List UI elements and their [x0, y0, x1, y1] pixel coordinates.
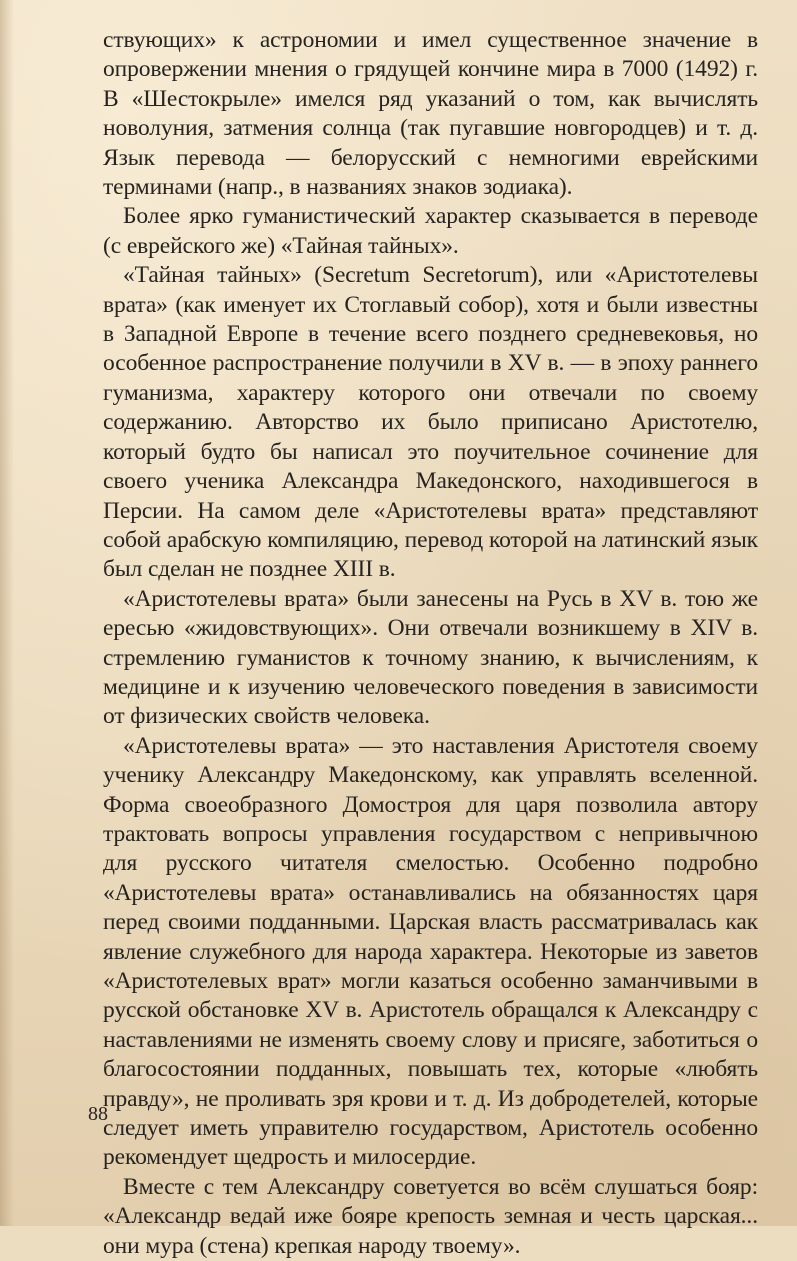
paragraph: «Аристотелевы врата» — это наставления Аристотеля своему ученику Александру Македонскому, как управлять вселенной. Форма своеобразного Домостроя для царя позволила автору трактовать вопросы управления государством с непривычною для русского читателя смелостью. Особенно подробно «Аристотелевы врата» останавливались на обязанностях царя перед своими подданными. Царская власть рассматривалась как явление служебного для народа характера. Некоторые из заветов «Аристотелевых врат» могли казаться особенно заманчивыми в русской обстановке XV в. Аристотель обращался к Александру с наставлениями не изменять своему слову и присяге, заботиться о благосостоянии подданных, повышать тех, которые «любять правду», не проливать зря крови и т. д. Из добродетелей, которые следует иметь управителю государством, Аристотель особенно рекомендует щедрость и милосердие. — [103, 732, 758, 1171]
paragraph: Более ярко гуманистический характер сказывается в переводе (с еврейского же) «Тайная тайных». — [103, 203, 758, 259]
paragraph: «Аристотелевы врата» были занесены на Русь в XV в. тою же ересью «жидовствующих». Они отвечали возникшему в XIV в. стремлению гуманистов к точному знанию, к вычислениям, к медицине и к изучению человеческого поведения в зависимости от физических свойств человека. — [103, 585, 758, 730]
paragraph: Вместе с тем Александру советуется во всём слушаться бояр: «Александр ведай иже бояре крепость земная и честь царская... они мура (стена) крепкая народу твоему». — [103, 1173, 758, 1259]
page-spine-shadow — [0, 0, 14, 1226]
paragraph: «Тайная тайных» (Secretum Secretorum), или «Аристотелевы врата» (как именует их Стоглавый собор), хотя и были известны в Западной Европе в течение всего позднего средневековья, но особенное распространение получили в XV в. — в эпоху раннего гуманизма, характеру которого они отвечали по своему содержанию. Авторство их было приписано Аристотелю, который будто бы написал это поучительное сочинение для своего ученика Александра Македонского, находившегося в Персии. На самом деле «Аристотелевы врата» представляют собой арабскую компиляцию, перевод которой на латинский язык был сделан не позднее XIII в. — [103, 262, 758, 583]
page-number: 88 — [88, 1103, 108, 1125]
page-body-text — [103, 26, 758, 1261]
paragraph: ствующих» к астрономии и имел существенное значение в опровержении мнения о грядущей кончине мира в 7000 (1492) г. В «Шестокрыле» имелся ряд указаний о том, как вычислять новолуния, затмения солнца (так пугавшие новгородцев) и т. д. Язык перевода — белорусский с немногими еврейскими терминами (напр., в названиях знаков зодиака). — [103, 27, 758, 201]
